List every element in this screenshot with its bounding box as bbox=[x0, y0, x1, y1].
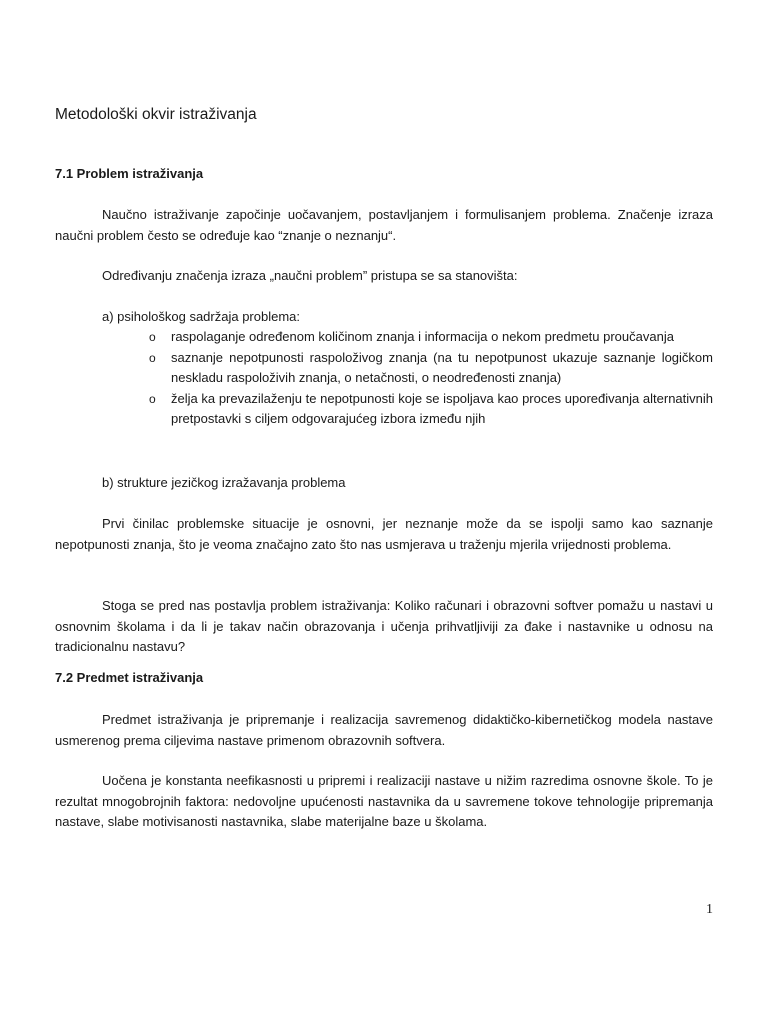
list-item-text: raspolaganje određenom količinom znanja i informacija o nekom predmetu proučavanja bbox=[171, 329, 674, 344]
paragraph-first-factor: Prvi činilac problemske situacije je osnovni, jer neznanje može da se ispolji samo kao saznanje nepotpunosti znanja, što je veoma značajno zato što nas usmjerava u traženju mjerila vrijednosti problema. bbox=[55, 516, 713, 552]
paragraph-inefficiency: Uočena je konstanta neefikasnosti u pripremi i realizaciji nastave u nižim razredima osnovne škole. To je rezultat mnogobrojnih faktora: nedovoljne upućenosti nastavnika da u savremene tokove tehnologije pripremanja nastave, slabe motivisanosti nastavnika, slabe materijalne baze u školama. bbox=[55, 773, 713, 829]
paragraph-research-problem: Stoga se pred nas postavlja problem istraživanja: Koliko računari i obrazovni softver pomažu u nastavi u osnovnim školama i da li je takav način obrazovanja i učenja prihvatljiviji za đake i nastavnike u odnosu na tradicionalnu nastavu? bbox=[55, 598, 713, 654]
page-number: 1 bbox=[706, 902, 713, 917]
bullet-icon: o bbox=[149, 330, 156, 344]
section-heading-subject: 7.2 Predmet istraživanja bbox=[55, 670, 204, 685]
bullet-icon: o bbox=[149, 350, 156, 365]
document-title: Metodološki okvir istraživanja bbox=[55, 106, 257, 123]
list-item-text: želja ka prevazilaženju te nepotpunosti koje se ispoljava kao proces upoređivanja alternativnih pretpostavki s ciljem odgovarajućeg izbora između njih bbox=[171, 390, 713, 426]
list-item-b-label: b) strukture jezičkog izražavanja problema bbox=[102, 475, 346, 490]
list-item bbox=[147, 389, 713, 430]
section-heading-problem: 7.1 Problem istraživanja bbox=[55, 166, 204, 181]
list-item-a-label: a) psihološkog sadržaja problema: bbox=[102, 309, 300, 324]
list-item bbox=[147, 327, 713, 348]
list-item bbox=[147, 348, 713, 389]
paragraph-problem-approach: Određivanju značenja izraza „naučni problem” pristupa se sa stanovišta: bbox=[102, 268, 518, 283]
psychological-content-list bbox=[147, 327, 713, 430]
document-page bbox=[55, 0, 713, 1024]
list-item-text: saznanje nepotpunosti raspoloživog znanja (na tu nepotpunost ukazuje saznanje logičkom neskladu raspoloživih znanja, o netačnosti, o neodređenosti znanja) bbox=[171, 349, 713, 385]
bullet-icon: o bbox=[149, 391, 156, 406]
paragraph-problem-intro: Naučno istraživanje započinje uočavanjem, postavljanjem i formulisanjem problema. Značenje izraza naučni problem često se određuje kao “znanje o neznanju“. bbox=[55, 207, 713, 243]
paragraph-subject-definition: Predmet istraživanja je pripremanje i realizacija savremenog didaktičko-kibernetičkog modela nastave usmerenog prema ciljevima nastave primenom obrazovnih softvera. bbox=[55, 712, 713, 748]
